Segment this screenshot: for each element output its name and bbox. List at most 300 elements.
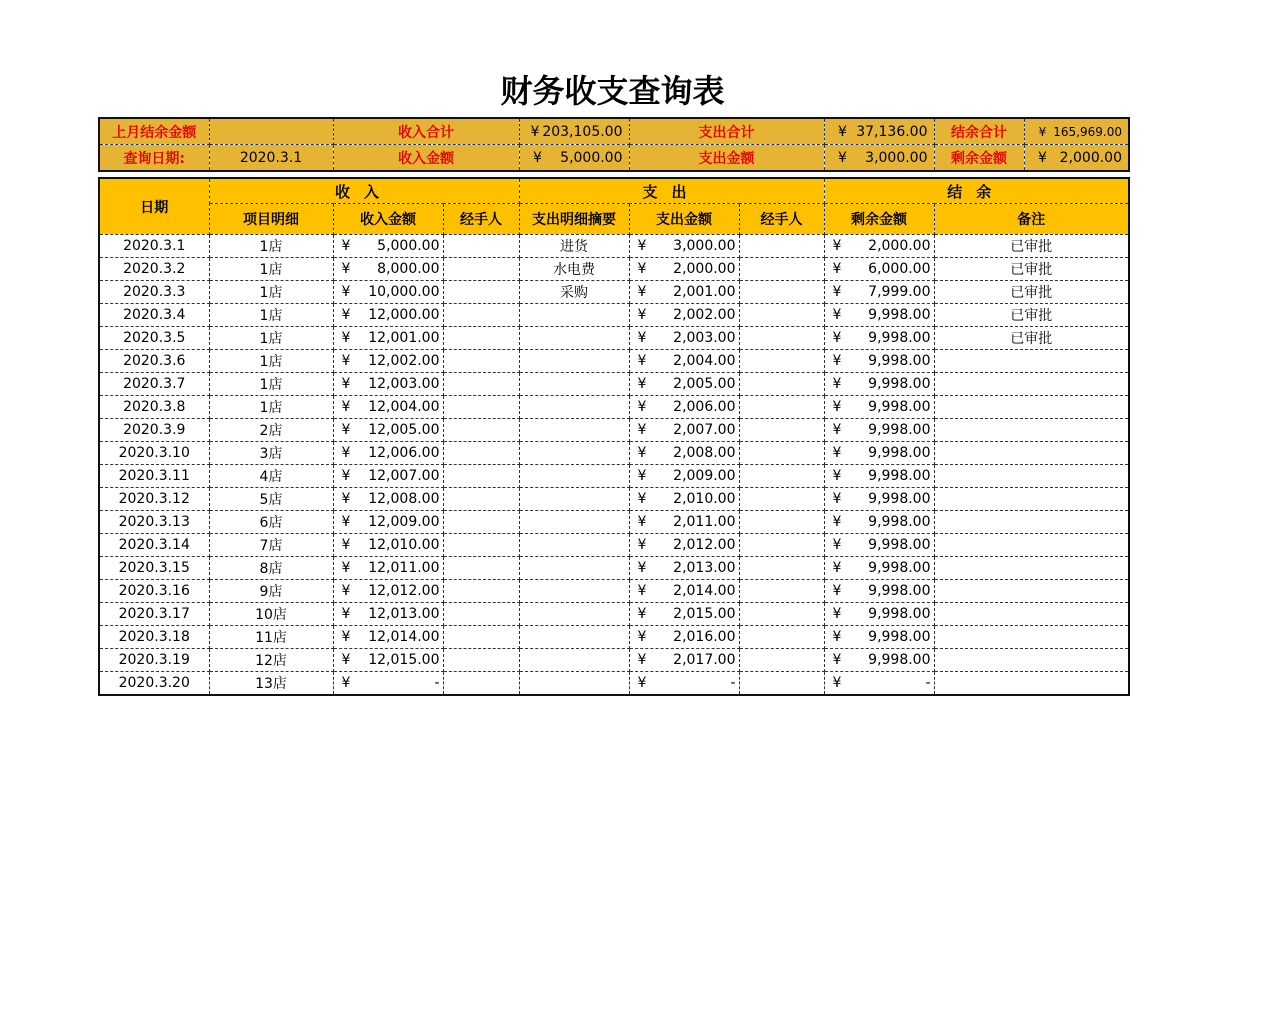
date-cell[interactable]: 2020.3.13 xyxy=(99,511,209,534)
income-amount-value: 5,000.00 xyxy=(560,149,623,166)
expense-summary-cell[interactable] xyxy=(519,626,629,649)
remaining-amount-cell[interactable] xyxy=(824,304,934,327)
income-amount-cell[interactable] xyxy=(333,580,443,603)
expense-amount-cell[interactable] xyxy=(629,258,739,281)
expense-handler-cell[interactable] xyxy=(739,442,824,465)
expense-summary-cell[interactable]: 进货 xyxy=(519,235,629,258)
income-amount-cell-value: 12,005.00 xyxy=(368,422,440,438)
date-cell[interactable]: 2020.3.16 xyxy=(99,580,209,603)
currency-symbol: ¥ xyxy=(341,330,351,346)
item-detail-cell[interactable]: 12店 xyxy=(209,649,333,672)
income-amount-cell[interactable] xyxy=(333,258,443,281)
summary-table xyxy=(98,117,1130,172)
expense-handler-cell[interactable] xyxy=(739,235,824,258)
expense-amount-cell[interactable] xyxy=(629,626,739,649)
remark-cell[interactable] xyxy=(934,649,1129,672)
remaining-amount-cell[interactable] xyxy=(824,419,934,442)
currency-symbol: ¥ xyxy=(832,652,842,668)
income-amount-cell-value: 12,004.00 xyxy=(368,399,440,415)
expense-amount-cell-value: 2,014.00 xyxy=(673,583,736,599)
remaining-amount-cell[interactable] xyxy=(824,488,934,511)
expense-amount-cell[interactable] xyxy=(629,580,739,603)
expense-amount-cell[interactable] xyxy=(629,235,739,258)
income-handler-cell[interactable] xyxy=(443,557,519,580)
expense-amount-cell[interactable] xyxy=(629,373,739,396)
header-expense-handler: 经手人 xyxy=(739,204,824,235)
expense-summary-cell[interactable] xyxy=(519,649,629,672)
date-cell[interactable]: 2020.3.9 xyxy=(99,419,209,442)
income-handler-cell[interactable] xyxy=(443,327,519,350)
table-row xyxy=(99,580,1129,603)
currency-symbol: ¥ xyxy=(637,284,647,300)
remaining-amount-cell-value: 9,998.00 xyxy=(868,376,931,392)
currency-symbol: ¥ xyxy=(637,376,647,392)
expense-summary-cell[interactable] xyxy=(519,350,629,373)
expense-amount-cell[interactable] xyxy=(629,672,739,696)
remaining-amount-cell[interactable] xyxy=(824,672,934,696)
currency-symbol: ¥ xyxy=(637,399,647,415)
expense-amount-cell[interactable] xyxy=(629,488,739,511)
remaining-amount-cell[interactable] xyxy=(824,258,934,281)
date-cell[interactable]: 2020.3.12 xyxy=(99,488,209,511)
currency-symbol: ¥ xyxy=(341,675,351,691)
date-cell[interactable]: 2020.3.18 xyxy=(99,626,209,649)
remark-cell[interactable] xyxy=(934,488,1129,511)
remark-cell[interactable]: 已审批 xyxy=(934,304,1129,327)
expense-amount-cell-value: 3,000.00 xyxy=(673,238,736,254)
remark-cell[interactable]: 已审批 xyxy=(934,327,1129,350)
header-expense-summary: 支出明细摘要 xyxy=(519,204,629,235)
expense-handler-cell[interactable] xyxy=(739,304,824,327)
prev-balance-value[interactable] xyxy=(209,118,333,145)
remark-cell[interactable] xyxy=(934,603,1129,626)
currency-symbol: ¥ xyxy=(341,629,351,645)
expense-amount-cell[interactable] xyxy=(629,419,739,442)
expense-handler-cell[interactable] xyxy=(739,557,824,580)
expense-amount-cell-value: 2,000.00 xyxy=(673,261,736,277)
table-row xyxy=(99,626,1129,649)
expense-summary-cell[interactable] xyxy=(519,327,629,350)
expense-amount-cell-value: 2,017.00 xyxy=(673,652,736,668)
income-total-cell[interactable] xyxy=(519,118,629,145)
expense-amount-cell[interactable] xyxy=(629,603,739,626)
income-amount-cell-value: 12,002.00 xyxy=(368,353,440,369)
balance-total-cell[interactable] xyxy=(1024,118,1129,145)
header-expense-group: 支出 xyxy=(519,178,824,204)
currency-symbol: ¥ xyxy=(832,675,842,691)
currency-symbol: ¥ xyxy=(832,514,842,530)
currency-symbol: ¥ xyxy=(637,629,647,645)
expense-summary-cell[interactable] xyxy=(519,442,629,465)
income-amount-cell-value: 12,003.00 xyxy=(368,376,440,392)
header-date: 日期 xyxy=(99,178,209,235)
remark-cell[interactable] xyxy=(934,442,1129,465)
remaining-amount-cell-value: 9,998.00 xyxy=(868,560,931,576)
remark-cell[interactable]: 已审批 xyxy=(934,281,1129,304)
currency-symbol: ¥ xyxy=(637,468,647,484)
income-handler-cell[interactable] xyxy=(443,603,519,626)
income-amount-cell[interactable] xyxy=(333,304,443,327)
expense-summary-cell[interactable] xyxy=(519,465,629,488)
currency-symbol: ¥ xyxy=(832,491,842,507)
remark-cell[interactable] xyxy=(934,350,1129,373)
currency-symbol: ¥ xyxy=(341,376,351,392)
income-handler-cell[interactable] xyxy=(443,258,519,281)
table-row xyxy=(99,442,1129,465)
date-cell[interactable]: 2020.3.10 xyxy=(99,442,209,465)
remaining-amount-cell[interactable] xyxy=(824,534,934,557)
item-detail-cell[interactable]: 1店 xyxy=(209,396,333,419)
currency-symbol: ¥ xyxy=(637,675,647,691)
income-amount-cell[interactable] xyxy=(333,350,443,373)
income-handler-cell[interactable] xyxy=(443,649,519,672)
date-cell[interactable]: 2020.3.8 xyxy=(99,396,209,419)
expense-handler-cell[interactable] xyxy=(739,603,824,626)
table-row xyxy=(99,373,1129,396)
remaining-amount-cell-value: - xyxy=(925,675,931,691)
expense-handler-cell[interactable] xyxy=(739,327,824,350)
remaining-amount-cell-value: 9,998.00 xyxy=(868,445,931,461)
remark-cell[interactable] xyxy=(934,465,1129,488)
expense-handler-cell[interactable] xyxy=(739,626,824,649)
remark-cell[interactable]: 已审批 xyxy=(934,235,1129,258)
remaining-amount-cell[interactable] xyxy=(824,557,934,580)
remaining-amount-cell-value: 9,998.00 xyxy=(868,307,931,323)
remaining-amount-cell[interactable] xyxy=(824,603,934,626)
remaining-amount-cell[interactable] xyxy=(824,511,934,534)
query-date-value[interactable]: 2020.3.1 xyxy=(209,145,333,172)
expense-amount-cell-value: 2,004.00 xyxy=(673,353,736,369)
expense-amount-cell[interactable] xyxy=(629,442,739,465)
remark-cell[interactable] xyxy=(934,626,1129,649)
expense-amount-cell-value: 2,011.00 xyxy=(673,514,736,530)
currency-symbol: ¥ xyxy=(637,560,647,576)
income-amount-cell-value: 12,012.00 xyxy=(368,583,440,599)
expense-handler-cell[interactable] xyxy=(739,373,824,396)
remaining-amount-cell[interactable] xyxy=(824,580,934,603)
currency-symbol: ¥ xyxy=(832,399,842,415)
expense-total-label: 支出合计 xyxy=(629,118,824,145)
income-amount-cell[interactable] xyxy=(333,672,443,696)
ledger-table xyxy=(98,177,1130,696)
currency-symbol: ¥ xyxy=(341,284,351,300)
currency-symbol: ¥ xyxy=(838,149,847,166)
remark-cell[interactable] xyxy=(934,580,1129,603)
income-amount-cell[interactable] xyxy=(333,488,443,511)
remaining-amount-cell-value: 9,998.00 xyxy=(868,652,931,668)
table-row xyxy=(99,511,1129,534)
expense-handler-cell[interactable] xyxy=(739,488,824,511)
currency-symbol: ¥ xyxy=(838,123,847,140)
remaining-amount-cell-value: 9,998.00 xyxy=(868,537,931,553)
income-amount-cell[interactable] xyxy=(333,511,443,534)
expense-handler-cell[interactable] xyxy=(739,649,824,672)
date-cell[interactable]: 2020.3.1 xyxy=(99,235,209,258)
income-amount-cell[interactable] xyxy=(333,281,443,304)
date-cell[interactable]: 2020.3.2 xyxy=(99,258,209,281)
remaining-amount-cell[interactable] xyxy=(824,350,934,373)
item-detail-cell[interactable]: 2店 xyxy=(209,419,333,442)
remaining-amount-cell-value: 7,999.00 xyxy=(868,284,931,300)
currency-symbol: ¥ xyxy=(341,422,351,438)
remark-cell[interactable] xyxy=(934,672,1129,696)
expense-summary-cell[interactable] xyxy=(519,511,629,534)
date-cell[interactable]: 2020.3.6 xyxy=(99,350,209,373)
table-row xyxy=(99,419,1129,442)
income-handler-cell[interactable] xyxy=(443,396,519,419)
item-detail-cell[interactable]: 13店 xyxy=(209,672,333,696)
currency-symbol: ¥ xyxy=(341,537,351,553)
income-amount-cell-value: 12,007.00 xyxy=(368,468,440,484)
expense-handler-cell[interactable] xyxy=(739,534,824,557)
item-detail-cell[interactable]: 1店 xyxy=(209,258,333,281)
expense-amount-cell-value: 2,009.00 xyxy=(673,468,736,484)
remark-cell[interactable] xyxy=(934,511,1129,534)
currency-symbol: ¥ xyxy=(341,491,351,507)
remaining-amount-cell[interactable] xyxy=(824,373,934,396)
currency-symbol: ¥ xyxy=(832,330,842,346)
income-amount-cell[interactable] xyxy=(333,557,443,580)
income-handler-cell[interactable] xyxy=(443,534,519,557)
remaining-label: 剩余金额 xyxy=(934,145,1024,172)
expense-handler-cell[interactable] xyxy=(739,465,824,488)
expense-total-cell[interactable] xyxy=(824,118,934,145)
expense-amount-cell[interactable] xyxy=(629,281,739,304)
remaining-amount-cell[interactable] xyxy=(824,626,934,649)
currency-symbol: ¥ xyxy=(832,238,842,254)
expense-amount-cell[interactable] xyxy=(629,557,739,580)
remaining-amount-cell[interactable] xyxy=(824,649,934,672)
expense-summary-cell[interactable]: 水电费 xyxy=(519,258,629,281)
remaining-amount-cell[interactable] xyxy=(824,281,934,304)
expense-handler-cell[interactable] xyxy=(739,396,824,419)
table-row xyxy=(99,281,1129,304)
income-amount-cell[interactable] xyxy=(333,534,443,557)
item-detail-cell[interactable]: 1店 xyxy=(209,281,333,304)
expense-amount-cell-value: 2,006.00 xyxy=(673,399,736,415)
currency-symbol: ¥ xyxy=(637,307,647,323)
expense-amount-cell[interactable] xyxy=(629,511,739,534)
expense-summary-cell[interactable] xyxy=(519,603,629,626)
item-detail-cell[interactable]: 1店 xyxy=(209,373,333,396)
expense-handler-cell[interactable] xyxy=(739,419,824,442)
expense-amount-cell-value: 2,010.00 xyxy=(673,491,736,507)
currency-symbol: ¥ xyxy=(637,606,647,622)
expense-handler-cell[interactable] xyxy=(739,258,824,281)
income-amount-cell[interactable] xyxy=(519,145,629,172)
currency-symbol: ¥ xyxy=(637,514,647,530)
expense-amount-cell[interactable] xyxy=(824,145,934,172)
date-cell[interactable]: 2020.3.4 xyxy=(99,304,209,327)
income-handler-cell[interactable] xyxy=(443,304,519,327)
expense-amount-cell[interactable] xyxy=(629,534,739,557)
expense-summary-cell[interactable] xyxy=(519,419,629,442)
table-row xyxy=(99,534,1129,557)
expense-amount-cell-value: - xyxy=(730,675,736,691)
expense-handler-cell[interactable] xyxy=(739,281,824,304)
remaining-cell[interactable] xyxy=(1024,145,1129,172)
date-cell[interactable]: 2020.3.17 xyxy=(99,603,209,626)
income-handler-cell[interactable] xyxy=(443,350,519,373)
item-detail-cell[interactable]: 3店 xyxy=(209,442,333,465)
expense-handler-cell[interactable] xyxy=(739,580,824,603)
remark-cell[interactable]: 已审批 xyxy=(934,258,1129,281)
expense-summary-cell[interactable] xyxy=(519,304,629,327)
remaining-amount-cell[interactable] xyxy=(824,327,934,350)
expense-summary-cell[interactable] xyxy=(519,488,629,511)
income-amount-cell[interactable] xyxy=(333,327,443,350)
income-handler-cell[interactable] xyxy=(443,580,519,603)
item-detail-cell[interactable]: 9店 xyxy=(209,580,333,603)
currency-symbol: ¥ xyxy=(341,514,351,530)
expense-summary-cell[interactable] xyxy=(519,580,629,603)
expense-amount-cell-value: 2,002.00 xyxy=(673,307,736,323)
income-amount-cell[interactable] xyxy=(333,442,443,465)
table-row xyxy=(99,258,1129,281)
remark-cell[interactable] xyxy=(934,419,1129,442)
income-amount-cell-value: 12,013.00 xyxy=(368,606,440,622)
item-detail-cell[interactable]: 10店 xyxy=(209,603,333,626)
table-row xyxy=(99,235,1129,258)
table-row xyxy=(99,350,1129,373)
income-handler-cell[interactable] xyxy=(443,511,519,534)
item-detail-cell[interactable]: 7店 xyxy=(209,534,333,557)
income-handler-cell[interactable] xyxy=(443,419,519,442)
date-cell[interactable]: 2020.3.20 xyxy=(99,672,209,696)
expense-summary-cell[interactable] xyxy=(519,396,629,419)
table-row xyxy=(99,488,1129,511)
income-handler-cell[interactable] xyxy=(443,281,519,304)
income-amount-cell[interactable] xyxy=(333,603,443,626)
date-cell[interactable]: 2020.3.14 xyxy=(99,534,209,557)
expense-amount-cell[interactable] xyxy=(629,350,739,373)
currency-symbol: ¥ xyxy=(832,445,842,461)
currency-symbol: ¥ xyxy=(637,445,647,461)
header-balance-group: 结余 xyxy=(824,178,1129,204)
date-cell[interactable]: 2020.3.3 xyxy=(99,281,209,304)
table-row xyxy=(99,465,1129,488)
currency-symbol: ¥ xyxy=(637,652,647,668)
table-row xyxy=(99,396,1129,419)
expense-summary-cell[interactable] xyxy=(519,373,629,396)
date-cell[interactable]: 2020.3.11 xyxy=(99,465,209,488)
remaining-amount-cell-value: 9,998.00 xyxy=(868,583,931,599)
remaining-amount-cell-value: 9,998.00 xyxy=(868,606,931,622)
currency-symbol: ¥ xyxy=(341,353,351,369)
expense-amount-cell[interactable] xyxy=(629,304,739,327)
income-amount-cell-value: 12,006.00 xyxy=(368,445,440,461)
item-detail-cell[interactable]: 4店 xyxy=(209,465,333,488)
currency-symbol: ¥ xyxy=(341,307,351,323)
income-handler-cell[interactable] xyxy=(443,672,519,696)
expense-summary-cell[interactable] xyxy=(519,534,629,557)
expense-handler-cell[interactable] xyxy=(739,672,824,696)
expense-handler-cell[interactable] xyxy=(739,511,824,534)
remaining-amount-cell-value: 9,998.00 xyxy=(868,468,931,484)
table-row xyxy=(99,603,1129,626)
income-amount-cell[interactable] xyxy=(333,396,443,419)
currency-symbol: ¥ xyxy=(832,284,842,300)
table-row xyxy=(99,304,1129,327)
income-amount-cell-value: 12,008.00 xyxy=(368,491,440,507)
remaining-amount-cell[interactable] xyxy=(824,235,934,258)
income-handler-cell[interactable] xyxy=(443,626,519,649)
date-cell[interactable]: 2020.3.7 xyxy=(99,373,209,396)
remaining-amount-cell-value: 6,000.00 xyxy=(868,261,931,277)
table-row xyxy=(99,327,1129,350)
prev-balance-label: 上月结余金额 xyxy=(99,118,209,145)
date-cell[interactable]: 2020.3.5 xyxy=(99,327,209,350)
income-handler-cell[interactable] xyxy=(443,373,519,396)
remark-cell[interactable] xyxy=(934,396,1129,419)
expense-amount-cell-value: 2,015.00 xyxy=(673,606,736,622)
expense-amount-cell[interactable] xyxy=(629,649,739,672)
remark-cell[interactable] xyxy=(934,557,1129,580)
income-handler-cell[interactable] xyxy=(443,465,519,488)
item-detail-cell[interactable]: 1店 xyxy=(209,235,333,258)
expense-summary-cell[interactable] xyxy=(519,557,629,580)
header-remark: 备注 xyxy=(934,204,1129,235)
income-amount-cell-value: 12,011.00 xyxy=(368,560,440,576)
expense-amount-cell-value: 2,007.00 xyxy=(673,422,736,438)
date-cell[interactable]: 2020.3.19 xyxy=(99,649,209,672)
item-detail-cell[interactable]: 1店 xyxy=(209,327,333,350)
item-detail-cell[interactable]: 5店 xyxy=(209,488,333,511)
currency-symbol: ¥ xyxy=(637,261,647,277)
item-detail-cell[interactable]: 8店 xyxy=(209,557,333,580)
remark-cell[interactable] xyxy=(934,534,1129,557)
income-handler-cell[interactable] xyxy=(443,488,519,511)
remark-cell[interactable] xyxy=(934,373,1129,396)
income-handler-cell[interactable] xyxy=(443,442,519,465)
expense-amount-cell[interactable] xyxy=(629,327,739,350)
remaining-amount-cell[interactable] xyxy=(824,396,934,419)
currency-symbol: ¥ xyxy=(341,652,351,668)
expense-handler-cell[interactable] xyxy=(739,350,824,373)
item-detail-cell[interactable]: 1店 xyxy=(209,350,333,373)
income-handler-cell[interactable] xyxy=(443,235,519,258)
item-detail-cell[interactable]: 6店 xyxy=(209,511,333,534)
balance-total-label: 结余合计 xyxy=(934,118,1024,145)
remaining-amount-cell[interactable] xyxy=(824,465,934,488)
item-detail-cell[interactable]: 1店 xyxy=(209,304,333,327)
expense-summary-cell[interactable] xyxy=(519,672,629,696)
income-amount-cell[interactable] xyxy=(333,465,443,488)
item-detail-cell[interactable]: 11店 xyxy=(209,626,333,649)
income-amount-cell[interactable] xyxy=(333,649,443,672)
income-amount-cell[interactable] xyxy=(333,626,443,649)
currency-symbol: ¥ xyxy=(832,560,842,576)
income-amount-cell[interactable] xyxy=(333,419,443,442)
header-row-columns xyxy=(99,204,1129,235)
remaining-amount-cell-value: 9,998.00 xyxy=(868,422,931,438)
currency-symbol: ¥ xyxy=(637,422,647,438)
income-amount-cell-value: 12,015.00 xyxy=(368,652,440,668)
expense-amount-cell-value: 2,003.00 xyxy=(673,330,736,346)
expense-amount-cell[interactable] xyxy=(629,396,739,419)
expense-amount-cell[interactable] xyxy=(629,465,739,488)
expense-summary-cell[interactable]: 采购 xyxy=(519,281,629,304)
income-amount-cell[interactable] xyxy=(333,235,443,258)
currency-symbol: ¥ xyxy=(832,606,842,622)
date-cell[interactable]: 2020.3.15 xyxy=(99,557,209,580)
remaining-amount-cell[interactable] xyxy=(824,442,934,465)
expense-amount-cell-value: 2,005.00 xyxy=(673,376,736,392)
currency-symbol: ¥ xyxy=(637,353,647,369)
currency-symbol: ¥ xyxy=(341,445,351,461)
income-amount-cell[interactable] xyxy=(333,373,443,396)
currency-symbol: ¥ xyxy=(637,491,647,507)
